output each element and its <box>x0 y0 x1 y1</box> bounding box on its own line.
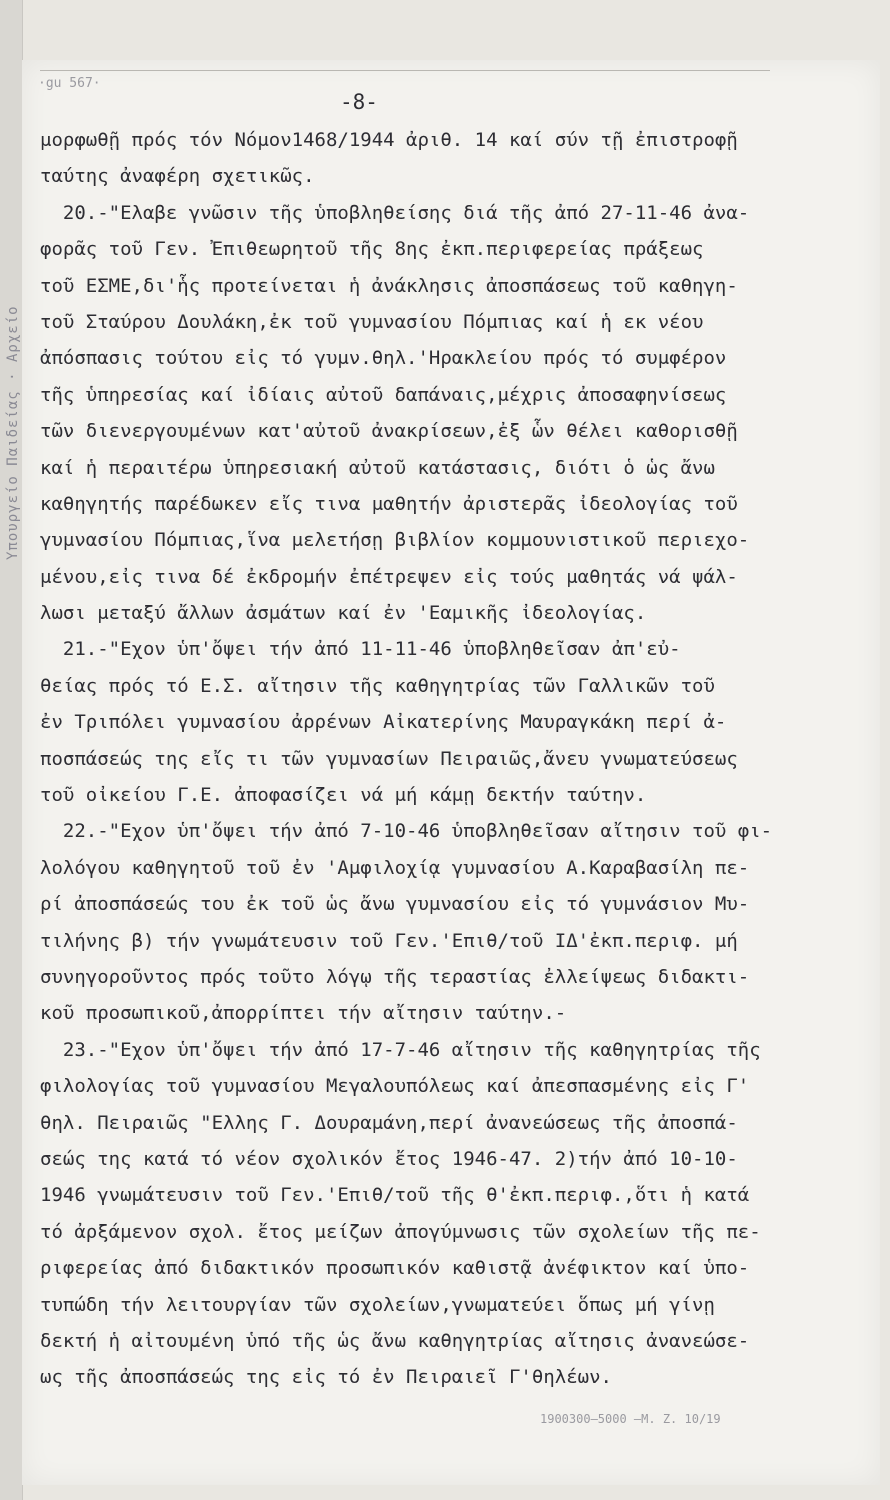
text-line: τοῦ Σταύρου Δουλάκη,ἐκ τοῦ γυμνασίου Πόμπιας καί ἡ εκ νέου <box>40 310 704 333</box>
text-line: τοῦ ΕΣΜΕ,δι'ἧς προτείνεται ἡ ἀνάκλησις ἀποσπάσεως τοῦ καθηγη- <box>40 274 738 297</box>
text-line: μένου,εἰς τινα δέ ἐκδρομήν ἐπέτρεψεν εἰς τούς μαθητάς νά ψάλ- <box>40 565 738 588</box>
body-text <box>40 122 860 1396</box>
text-line: ἐν Τριπόλει γυμνασίου ἀρρένων Αἰκατερίνης Μαυραγκάκη περί ἀ- <box>40 711 727 734</box>
text-line: 1946 γνωμάτευσιν τοῦ Γεν.'Επιθ/τοῦ τῆς θ'ἐκπ.περιφ.,ὅτι ἡ κατά <box>40 1184 750 1207</box>
text-line: κοῦ προσωπικοῦ,ἀπορρίπτει τήν αἴτησιν ταύτην.- <box>40 1002 567 1025</box>
text-line: τῶν διενεργουμένων κατ'αὐτοῦ ἀνακρίσεων,ἐξ ὧν θέλει καθορισθῇ <box>40 420 738 443</box>
text-line: καθηγητής παρέδωκεν εἴς τινα μαθητήν ἀριστερᾶς ἰδεολογίας τοῦ <box>40 492 738 515</box>
text-line: φορᾶς τοῦ Γεν. Ἐπιθεωρητοῦ τῆς 8ης ἐκπ.περιφερείας πράξεως <box>40 238 704 261</box>
text-line: τῆς ὑπηρεσίας καί ἰδίαις αὐτοῦ δαπάναις,μέχρις ἀποσαφηνίσεως <box>40 383 727 406</box>
text-line: τυπώδη τήν λειτουργίαν τῶν σχολείων,γνωματεύει ὅπως μή γίνῃ <box>40 1293 715 1316</box>
text-line: τοῦ οἰκείου Γ.Ε. ἀποφασίζει νά μή κάμῃ δεκτήν ταύτην. <box>40 784 647 807</box>
text-line: ρί ἀποσπάσεώς του ἐκ τοῦ ὡς ἄνω γυμνασίου εἰς τό γυμνάσιον Μυ- <box>40 893 750 916</box>
text-line: σεώς της κατά τό νέον σχολικόν ἔτος 1946-47. 2)τήν ἀπό 10-10- <box>40 1147 738 1170</box>
text-line: καί ἡ περαιτέρω ὑπηρεσιακή αὐτοῦ κατάστασις, διότι ὁ ὡς ἄνω <box>40 456 715 479</box>
page-number: -8- <box>340 90 378 114</box>
text-line: λολόγου καθηγητοῦ τοῦ ἐν 'Αμφιλοχίᾳ γυμνασίου Α.Καραβασίλη πε- <box>40 856 750 879</box>
text-line: τιλήνης β) τήν γνωμάτευσιν τοῦ Γεν.'Επιθ/τοῦ ΙΔ'ἐκπ.περιφ. μή <box>40 929 738 952</box>
corner-stamp: ·gu 567· <box>38 76 101 91</box>
text-line: ριφερείας ἀπό διδακτικόν προσωπικόν καθιστᾷ ἀνέφικτον καί ὑπο- <box>40 1257 750 1280</box>
text-line: φιλολογίας τοῦ γυμνασίου Μεγαλουπόλεως καί ἀπεσπασμένης εἰς Γ' <box>40 1075 750 1098</box>
text-line: λωσι μεταξύ ἄλλων ἀσμάτων καί ἐν 'Εαμικῆς ἰδεολογίας. <box>40 602 647 625</box>
text-line: 23.-"Εχον ὑπ'ὄψει τήν ἀπό 17-7-46 αἴτησιν τῆς καθηγητρίας τῆς <box>40 1038 761 1061</box>
text-line: μορφωθῇ πρός τόν Νόμον1468/1944 ἀριθ. 14 καί σύν τῇ ἐπιστροφῇ <box>40 129 738 151</box>
text-line: 22.-"Εχον ὑπ'ὄψει τήν ἀπό 7-10-46 ὑποβληθεῖσαν αἴτησιν τοῦ φι- <box>40 820 773 843</box>
text-line: ταύτης ἀναφέρη σχετικῶς. <box>40 165 315 188</box>
text-line: ἀπόσπασις τούτου εἰς τό γυμν.θηλ.'Ηρακλείου πρός τό συμφέρον <box>40 347 727 370</box>
text-line: ως τῆς ἀποσπάσεώς της εἰς τό ἐν Πειραιεῖ Γ'θηλέων. <box>40 1366 612 1389</box>
text-line: 20.-"Ελαβε γνῶσιν τῆς ὑποβληθείσης διά τῆς ἀπό 27-11-46 ἀνα- <box>40 201 750 224</box>
text-line: συνηγοροῦντος πρός τοῦτο λόγῳ τῆς τεραστίας ἐλλείψεως διδακτι- <box>40 965 750 988</box>
text-line: θηλ. Πειραιῶς "Ελλης Γ. Δουραμάνη,περί ἀνανεώσεως τῆς ἀποσπά- <box>40 1111 738 1134</box>
footer-stamp: 1900300—5000 —Μ. Ζ. 10/19 <box>540 1412 721 1426</box>
binding-edge <box>0 0 23 1500</box>
text-line: δεκτή ἡ αἰτουμένη ὑπό τῆς ὡς ἄνω καθηγητρίας αἴτησις ἀνανεώσε- <box>40 1329 750 1352</box>
text-line: ποσπάσεώς της εἴς τι τῶν γυμνασίων Πειραιῶς,ἄνευ γνωματεύσεως <box>40 747 738 770</box>
side-margin-text: Υπουργείο Παιδείας · Αρχείο <box>5 305 21 560</box>
text-line: τό ἀρξάμενον σχολ. ἔτος μείζων ἀπογύμνωσις τῶν σχολείων τῆς πε- <box>40 1220 761 1243</box>
header-rule <box>40 70 770 71</box>
text-line: 21.-"Εχον ὑπ'ὄψει τήν ἀπό 11-11-46 ὑποβληθεῖσαν ἀπ'εὐ- <box>40 638 681 661</box>
text-line: γυμνασίου Πόμπιας,ἵνα μελετήσῃ βιβλίον κομμουνιστικοῦ περιεχο- <box>40 529 750 552</box>
text-line: θείας πρός τό Ε.Σ. αἴτησιν τῆς καθηγητρίας τῶν Γαλλικῶν τοῦ <box>40 674 715 697</box>
